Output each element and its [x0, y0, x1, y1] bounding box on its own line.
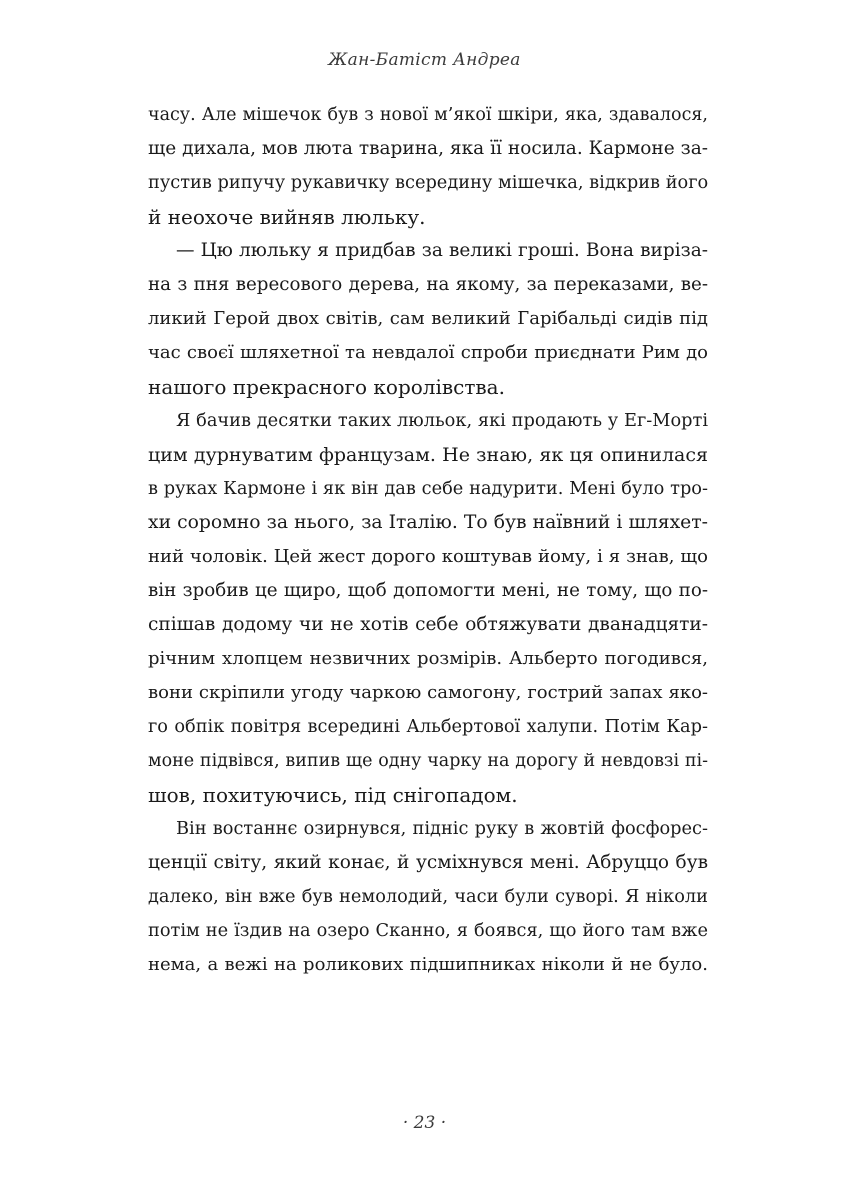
text-line: далеко, він вже був немолодий, часи були суворі. Я ніколи: [148, 887, 708, 907]
page-number: · 23 ·: [402, 1113, 447, 1133]
text-line: потім не їздив на озеро Сканно, я боявся, що його там вже: [148, 921, 708, 941]
text-line: річним хлопцем незвичних розмірів. Альберто погодився,: [148, 648, 708, 669]
text-line: — Цю люльку я придбав за великі гроші. Вона вирізa-: [176, 240, 708, 261]
text-line: він зробив це щиро, щоб допомогти мені, не тому, що по-: [148, 580, 708, 601]
text-line: хи соромно за нього, за Італію. То був наївний і шляхет-: [148, 512, 708, 533]
text-line: го обпік повітря всередині Альбертової халупи. Потім Кар-: [148, 717, 708, 737]
text-line: й неохоче вийняв люльку.: [148, 205, 426, 229]
text-line: спішав додому чи не хотів себе обтяжувати дванадцяти-: [148, 614, 708, 635]
text-line: моне підвівся, випив ще одну чарку на дорогу й невдовзі пі-: [148, 751, 708, 771]
text-line: вони скріпили угоду чаркою самогону, гострий запах яко-: [148, 682, 708, 703]
text-line: Він востаннє озирнувся, підніс руку в жовтій фосфорес-: [176, 819, 708, 839]
text-line: часу. Але мішечок був з нової м’якої шкіри, яка, здавалося,: [148, 105, 708, 125]
text-line: пустив рипучу рукавичку всередину мішечка, відкрив його: [148, 173, 709, 193]
text-line: ний чоловік. Цей жест дорого коштував йому, і я знав, що: [148, 546, 708, 567]
text-line: в руках Кармоне і як він дав себе надурити. Мені було тро-: [148, 479, 708, 499]
text-line: нема, а вежі на роликових підшипниках ніколи й не було.: [148, 954, 708, 975]
text-line: ценції світу, який конає, й усміхнувся мені. Абруццо був: [148, 852, 708, 873]
text-line: нашого прекрасного королівства.: [148, 375, 505, 399]
text-line: ще дихала, мов люта тварина, яка її носила. Кармоне за-: [148, 138, 708, 159]
running-head-author: Жан-Батіст Андреа: [328, 50, 521, 70]
text-line: цим дурнуватим французам. Не знаю, як ця опинилася: [148, 444, 708, 466]
text-line: шов, похитуючись, під снігопадом.: [148, 783, 518, 807]
body-text: [148, 98, 708, 982]
text-line: ликий Герой двох світів, сам великий Гарібальді сидів під: [148, 308, 708, 329]
text-line: час своєї шляхетної та невдалої спроби приєднати Рим до: [148, 342, 708, 363]
text-line: на з пня вересового дерева, на якому, за переказами, ве-: [148, 274, 708, 295]
text-line: Я бачив десятки таких люльок, які продають у Ег-Морті: [176, 411, 708, 431]
